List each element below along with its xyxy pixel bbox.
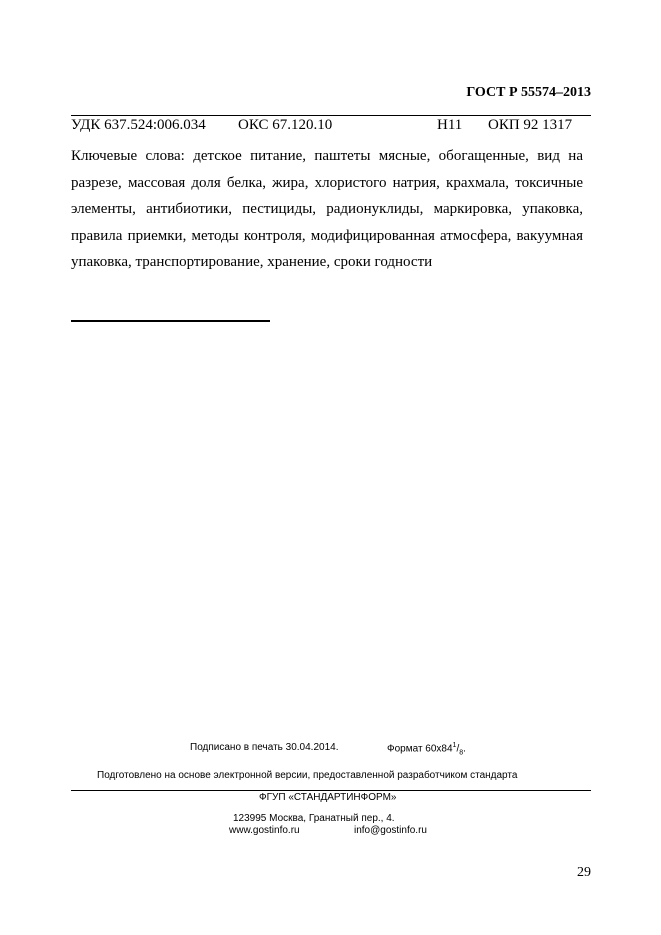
header-rule [71, 115, 591, 116]
classification-row [71, 117, 591, 137]
udk-code: УДК 637.524:006.034 [71, 117, 206, 133]
publisher-address: 123995 Москва, Гранатный пер., 4. [233, 813, 395, 824]
okp-code: ОКП 92 1317 [488, 117, 573, 133]
oks-code: ОКС 67.120.10 [238, 117, 333, 133]
imprint-rule [71, 790, 591, 791]
paper-format: Формат $60x84^1/_8$. [387, 742, 466, 757]
publisher-email: info@gostinfo.ru [354, 825, 427, 836]
h-code: Н11 [437, 117, 463, 133]
keywords-paragraph: Ключевые слова: детское питание, паштеты мясные, обогащенные, вид на разрезе, массовая доля белка, жира, хлористого натрия, крахмала, токсичные элементы, антибиотики, пестициды, радионуклиды, маркировка, упаковка, правила приемки, методы контроля, модифицированная атмосфера, вакуумная упаковка, транспортирование, хранение, сроки годности [71, 148, 583, 270]
prepared-note: Подготовлено на основе электронной версии, предоставленной разработчиком стандарта [97, 770, 518, 781]
page-number: 29 [577, 865, 591, 880]
publisher-website: www.gostinfo.ru [229, 825, 300, 836]
signed-date: Подписано в печать 30.04.2014. [190, 742, 339, 753]
publisher-name: ФГУП «СТАНДАРТИНФОРМ» [259, 792, 397, 803]
standard-code: ГОСТ Р 55574–2013 [466, 85, 591, 100]
keywords-end-rule [71, 320, 270, 322]
